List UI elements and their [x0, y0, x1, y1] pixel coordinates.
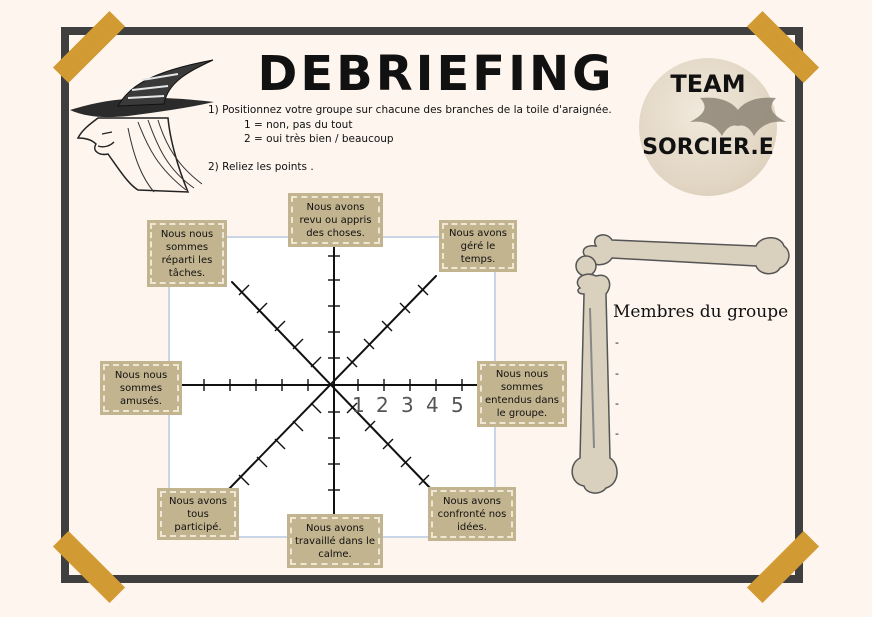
instruction-scale-high: 2 = oui très bien / beaucoup — [244, 133, 394, 145]
member-line-2[interactable]: - — [615, 367, 619, 380]
axis-number-5: 5 — [451, 393, 464, 417]
branch-label-top-left: Nous nous sommes réparti les tâches. — [147, 220, 227, 287]
branch-label-bottom-left: Nous avons tous participé. — [157, 488, 239, 540]
member-line-1[interactable]: - — [615, 336, 619, 349]
members-title: Membres du groupe — [613, 302, 789, 322]
branch-label-top: Nous avons revu ou appris des choses. — [288, 193, 383, 247]
member-line-4[interactable]: - — [615, 427, 619, 440]
branch-label-bottom-right: Nous avons confronté nos idées. — [428, 487, 516, 541]
branch-label-bottom: Nous avons travaillé dans le calme. — [287, 514, 383, 568]
branch-label-left: Nous nous sommes amusés. — [100, 361, 182, 415]
bones-illustration — [566, 228, 796, 498]
axis-number-3: 3 — [401, 393, 414, 417]
branch-label-right: Nous nous sommes entendus dans le groupe. — [477, 361, 567, 427]
instruction-scale-low: 1 = non, pas du tout — [244, 119, 353, 131]
member-line-3[interactable]: - — [615, 397, 619, 410]
branch-label-top-right: Nous avons géré le temps. — [439, 220, 517, 272]
team-line-1: TEAM — [670, 70, 746, 98]
instruction-step-2: 2) Reliez les points . — [208, 161, 314, 173]
axis-number-1: 1 — [352, 393, 365, 417]
page-title: DEBRIEFING — [257, 46, 615, 102]
axis-number-2: 2 — [376, 393, 389, 417]
team-line-2: SORCIER.E — [642, 135, 774, 160]
instruction-step-1: 1) Positionnez votre groupe sur chacune des branches de la toile d'araignée. — [208, 104, 612, 116]
axis-number-4: 4 — [426, 393, 439, 417]
